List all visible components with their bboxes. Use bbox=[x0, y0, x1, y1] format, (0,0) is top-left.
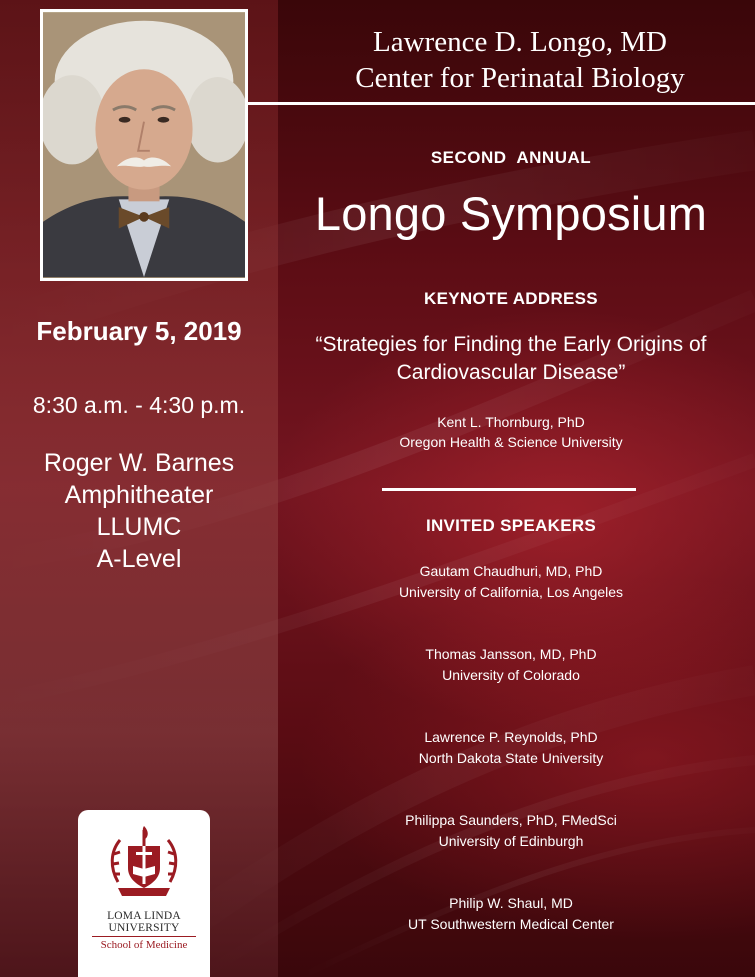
venue-line: LLUMC bbox=[96, 513, 182, 541]
university-logo bbox=[78, 810, 210, 977]
speaker-affiliation: University of Colorado bbox=[442, 666, 580, 683]
speaker-affiliation: University of California, Los Angeles bbox=[398, 583, 624, 600]
event-date: February 5, 2019 bbox=[36, 316, 242, 346]
event-time: 8:30 a.m. - 4:30 p.m. bbox=[32, 392, 246, 418]
center-title bbox=[300, 24, 740, 96]
keynote-speaker-name: Kent L. Thornburg, PhD bbox=[437, 414, 585, 430]
logo-university-name bbox=[78, 910, 210, 934]
speaker-name: Thomas Jansson, MD, PhD bbox=[425, 646, 597, 662]
portrait-illustration bbox=[43, 12, 245, 278]
keynote-speaker bbox=[282, 412, 740, 452]
logo-name-line: UNIVERSITY bbox=[108, 922, 180, 934]
speaker-affiliation: University of Edinburgh bbox=[438, 832, 584, 849]
speaker-name: Philippa Saunders, PhD, FMedSci bbox=[405, 812, 617, 828]
speaker-entry bbox=[282, 893, 740, 934]
symposium-title: Longo Symposium bbox=[314, 187, 708, 240]
invited-heading: INVITED SPEAKERS bbox=[425, 516, 597, 535]
logo-divider bbox=[92, 936, 196, 937]
center-title-line: Center for Perinatal Biology bbox=[355, 62, 685, 94]
speaker-entry bbox=[282, 644, 740, 685]
speaker-entry bbox=[282, 810, 740, 851]
speaker-name: Lawrence P. Reynolds, PhD bbox=[424, 729, 598, 745]
keynote-title-line: Cardiovascular Disease” bbox=[396, 361, 626, 384]
keynote-title bbox=[282, 331, 740, 387]
section-divider bbox=[382, 488, 636, 491]
venue-line: Roger W. Barnes bbox=[43, 449, 235, 477]
venue-line: A-Level bbox=[96, 545, 182, 573]
speaker-affiliation: UT Southwestern Medical Center bbox=[408, 915, 614, 932]
speaker-name: Gautam Chaudhuri, MD, PhD bbox=[419, 563, 603, 579]
center-title-line: Lawrence D. Longo, MD bbox=[373, 26, 667, 58]
venue-line: Amphitheater bbox=[64, 481, 214, 509]
speaker-affiliation: North Dakota State University bbox=[418, 749, 604, 766]
keynote-speaker-affiliation: Oregon Health & Science University bbox=[399, 434, 623, 450]
speaker-name: Philip W. Shaul, MD bbox=[449, 895, 573, 911]
header-divider bbox=[248, 102, 755, 105]
event-venue bbox=[0, 447, 278, 575]
university-seal-icon bbox=[104, 824, 184, 906]
speaker-entry bbox=[282, 727, 740, 768]
logo-school-name: School of Medicine bbox=[100, 939, 188, 951]
symposium-edition: SECOND ANNUAL bbox=[430, 148, 592, 167]
speaker-entry bbox=[282, 561, 740, 602]
keynote-title-line: “Strategies for Finding the Early Origins of bbox=[315, 333, 707, 356]
portrait-photo bbox=[40, 9, 248, 281]
keynote-heading: KEYNOTE ADDRESS bbox=[424, 289, 598, 308]
logo-name-line: LOMA LINDA bbox=[107, 910, 181, 922]
